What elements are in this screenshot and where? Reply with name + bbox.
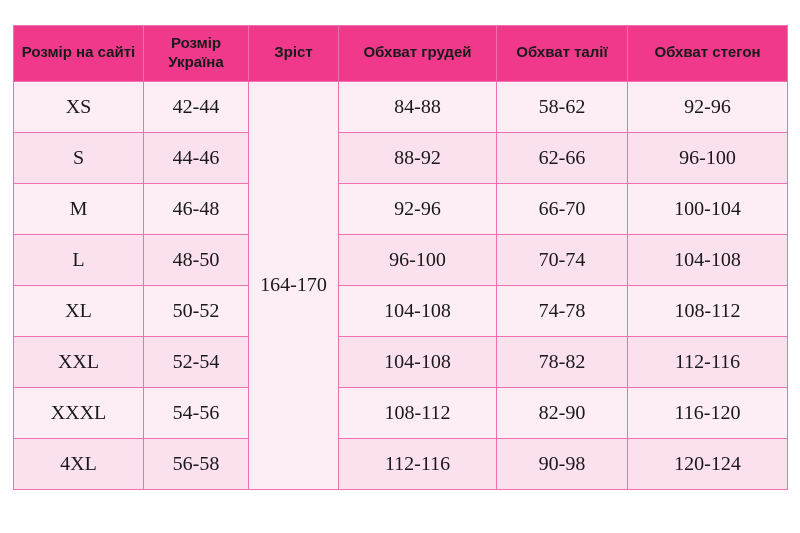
cell-ua-size: 50-52 <box>144 286 249 337</box>
cell-site-size: XXXL <box>14 388 144 439</box>
column-header-site-size: Розмір на сайті <box>14 26 144 82</box>
cell-waist: 74-78 <box>497 286 628 337</box>
cell-hips: 100-104 <box>628 184 788 235</box>
cell-chest: 112-116 <box>339 439 497 490</box>
cell-ua-size: 44-46 <box>144 133 249 184</box>
table-row <box>14 235 788 286</box>
table-row <box>14 184 788 235</box>
table-row <box>14 439 788 490</box>
cell-ua-size: 54-56 <box>144 388 249 439</box>
cell-chest: 96-100 <box>339 235 497 286</box>
cell-hips: 92-96 <box>628 82 788 133</box>
cell-chest: 104-108 <box>339 337 497 388</box>
cell-site-size: M <box>14 184 144 235</box>
cell-hips: 108-112 <box>628 286 788 337</box>
size-chart-table <box>13 25 788 490</box>
cell-ua-size: 52-54 <box>144 337 249 388</box>
cell-waist: 82-90 <box>497 388 628 439</box>
cell-waist: 62-66 <box>497 133 628 184</box>
cell-height: 164-170 <box>249 82 339 490</box>
cell-waist: 90-98 <box>497 439 628 490</box>
cell-hips: 116-120 <box>628 388 788 439</box>
cell-chest: 108-112 <box>339 388 497 439</box>
cell-waist: 70-74 <box>497 235 628 286</box>
cell-chest: 88-92 <box>339 133 497 184</box>
cell-site-size: 4XL <box>14 439 144 490</box>
table-row <box>14 337 788 388</box>
cell-ua-size: 42-44 <box>144 82 249 133</box>
cell-waist: 58-62 <box>497 82 628 133</box>
table-row <box>14 286 788 337</box>
table-header <box>14 26 788 82</box>
cell-site-size: XS <box>14 82 144 133</box>
cell-site-size: S <box>14 133 144 184</box>
cell-waist: 78-82 <box>497 337 628 388</box>
cell-site-size: XXL <box>14 337 144 388</box>
table-row <box>14 82 788 133</box>
column-header-ua-size: Розмір Україна <box>144 26 249 82</box>
cell-hips: 104-108 <box>628 235 788 286</box>
cell-hips: 112-116 <box>628 337 788 388</box>
table-row <box>14 133 788 184</box>
cell-chest: 104-108 <box>339 286 497 337</box>
cell-chest: 92-96 <box>339 184 497 235</box>
table-row <box>14 388 788 439</box>
column-header-waist: Обхват талії <box>497 26 628 82</box>
column-header-chest: Обхват грудей <box>339 26 497 82</box>
cell-ua-size: 56-58 <box>144 439 249 490</box>
column-header-height: Зріст <box>249 26 339 82</box>
cell-hips: 120-124 <box>628 439 788 490</box>
cell-site-size: XL <box>14 286 144 337</box>
header-row <box>14 26 788 82</box>
cell-waist: 66-70 <box>497 184 628 235</box>
cell-ua-size: 48-50 <box>144 235 249 286</box>
cell-ua-size: 46-48 <box>144 184 249 235</box>
cell-site-size: L <box>14 235 144 286</box>
cell-hips: 96-100 <box>628 133 788 184</box>
column-header-hips: Обхват стегон <box>628 26 788 82</box>
table-body <box>14 82 788 490</box>
cell-chest: 84-88 <box>339 82 497 133</box>
